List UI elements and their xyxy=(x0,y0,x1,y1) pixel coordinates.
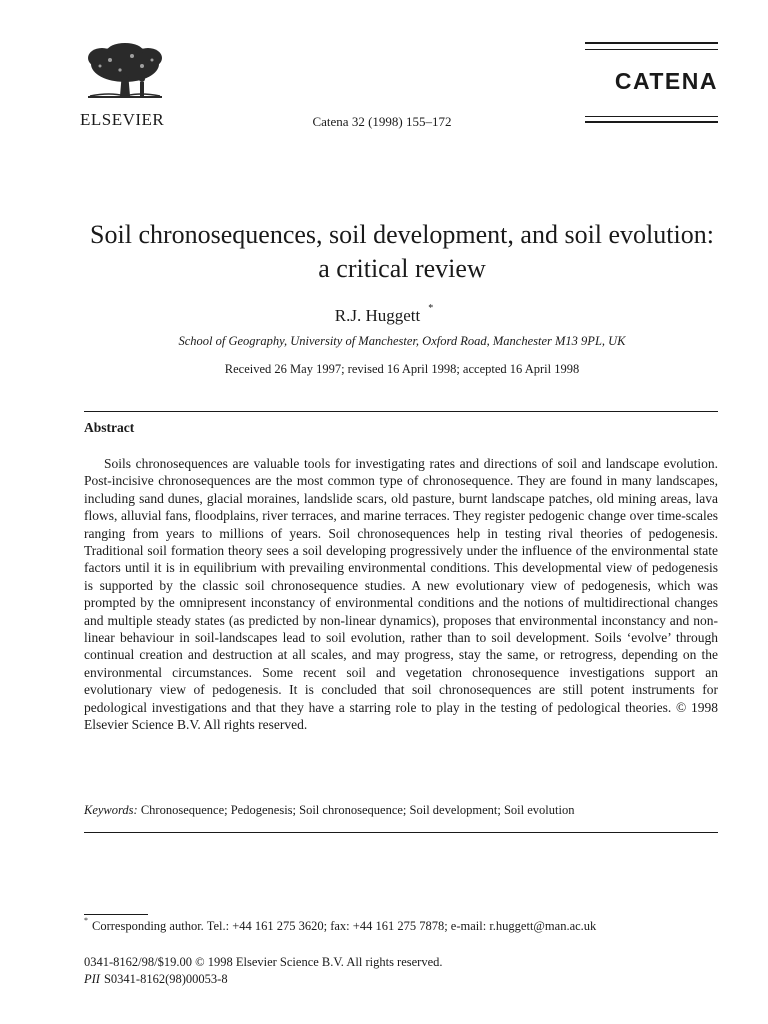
abstract-heading: Abstract xyxy=(84,420,135,435)
elsevier-tree-icon xyxy=(80,42,170,104)
author-line xyxy=(0,303,768,326)
journal-rule-top-thin xyxy=(585,49,718,50)
footnote-mark: * xyxy=(84,916,88,925)
journal-name: CATENA xyxy=(614,68,718,94)
pii-label: PII xyxy=(84,972,100,986)
journal-rule-top xyxy=(585,42,718,44)
pii-value: S0341-8162(98)00053-8 xyxy=(103,972,228,986)
abstract-text: Soils chronosequences are valuable tools for investigating rates and directions of soil and landscape evolution. Post-incisive chronosequences are the most common type of chronosequence. They are found in many landscapes, including sand dunes, glacial moraines, landslide scars, old pasture, burnt landscape patches, old mining areas, lava flows, alluvial fans, floodplains, river terraces, and marine terraces. They register pedogenic change over time-scales ranging from years to millions of years. Soil chronosequences help in testing rival theories of pedogenesis. Traditional soil formation theory sees a soil developing progressively under the influence of the environmental state factors until it is in equilibrium with prevailing environmental conditions. This developmental view of pedogenesis is supported by the classic soil chronosequence studies. A new evolutionary view of pedogenesis, which was prompted by the omnipresent inconstancy of environmental conditions and the notions of multidirectional changes and multiple steady states (as predicted by non-linear dynamics), proposes that environmental inconstancy and non-linear behaviour in soil-landscapes lead to soil evolution, rather than to soil development. Soils ‘evolve’ through continual creation and destruction at all scales, and may progress, stay the same, or retrogress, depending on the environmental circumstances. Some recent soil and vegetation chronosequence investigations support an evolutionary view of pedogenesis. It is concluded that soil chronosequences are still potent instruments for pedological investigations and that they have a starring role to play in the testing of pedological theories. © 1998 Elsevier Science B.V. All rights reserved. xyxy=(84,456,718,733)
pii-line xyxy=(84,972,228,987)
abstract-rule-top xyxy=(84,411,718,412)
footnote-text: Corresponding author. Tel.: +44 161 275 3620; fax: +44 161 275 7878; e-mail: r.huggett@man.ac.uk xyxy=(92,919,597,934)
author-affiliation: School of Geography, University of Manchester, Oxford Road, Manchester M13 9PL, UK xyxy=(178,334,626,348)
keywords xyxy=(84,803,718,818)
journal-rule-bottom xyxy=(585,121,718,123)
keywords-label: Keywords: xyxy=(84,803,138,817)
author-footnote-mark[interactable]: * xyxy=(428,303,434,315)
issn-copyright: 0341-8162/98/$19.00 © 1998 Elsevier Science B.V. All rights reserved. xyxy=(84,955,443,969)
corresponding-author-footnote xyxy=(84,918,718,934)
journal-citation: Catena 32 (1998) 155–172 xyxy=(312,114,452,129)
journal-rule-bottom-thin xyxy=(585,116,718,117)
publisher-name: ELSEVIER xyxy=(80,110,165,129)
keywords-list: Chronosequence; Pedogenesis; Soil chronosequence; Soil development; Soil evolution xyxy=(140,803,575,817)
article-title: Soil chronosequences, soil development, and soil evolution: a critical review xyxy=(90,220,714,283)
abstract-rule-bottom xyxy=(84,832,718,833)
footnote-rule xyxy=(84,914,148,915)
author-name: R.J. Huggett xyxy=(334,306,421,325)
article-dates: Received 26 May 1997; revised 16 April 1998; accepted 16 April 1998 xyxy=(224,362,580,376)
